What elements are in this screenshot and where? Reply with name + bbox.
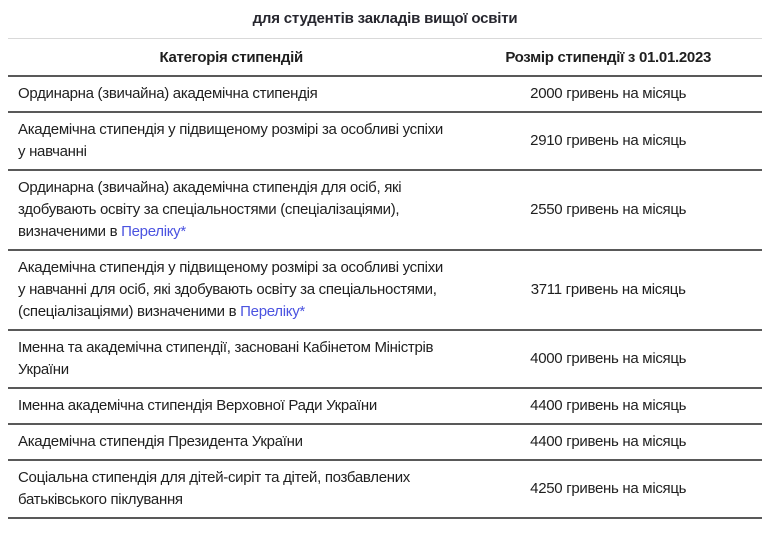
header-row — [8, 39, 762, 77]
table-row — [8, 76, 762, 112]
table-row — [8, 460, 762, 518]
header-amount: Розмір стипендії з 01.01.2023 — [454, 39, 762, 77]
amount-cell: 4400 гривень на місяць — [454, 388, 762, 424]
category-text: Академічна стипендія у підвищеному розмірі за особливі успіхи у навчанні для осіб, які здобувають освіту за спеціальностями, (спеціалізаціями) визначеними в — [18, 259, 443, 320]
page-title: для студентів закладів вищої освіти — [252, 10, 518, 27]
category-cell: Соціальна стипендія для дітей-сиріт та дітей, позбавлених батьківського піклування — [8, 460, 454, 518]
header-category: Категорія стипендій — [8, 39, 454, 77]
table-row — [8, 170, 762, 250]
category-cell: Іменна та академічна стипендії, засновані Кабінетом Міністрів України — [8, 330, 454, 388]
amount-cell: 2550 гривень на місяць — [454, 170, 762, 250]
amount-cell: 4000 гривень на місяць — [454, 330, 762, 388]
amount-cell: 3711 гривень на місяць — [454, 250, 762, 330]
perelik-link[interactable]: Переліку* — [121, 223, 186, 240]
table-row — [8, 112, 762, 170]
category-cell: Академічна стипендія у підвищеному розмірі за особливі успіхи у навчанні — [8, 112, 454, 170]
table-row — [8, 250, 762, 330]
category-cell — [8, 250, 454, 330]
amount-cell: 4250 гривень на місяць — [454, 460, 762, 518]
amount-cell: 2000 гривень на місяць — [454, 76, 762, 112]
amount-cell: 2910 гривень на місяць — [454, 112, 762, 170]
table-row — [8, 424, 762, 460]
table-row — [8, 388, 762, 424]
category-text: Ординарна (звичайна) академічна стипендія для осіб, які здобувають освіту за спеціальностями (спеціалізаціями), визначеними в — [18, 179, 402, 240]
category-cell: Академічна стипендія Президента України — [8, 424, 454, 460]
table-row — [8, 330, 762, 388]
category-cell: Ординарна (звичайна) академічна стипендія — [8, 76, 454, 112]
perelik-link[interactable]: Переліку* — [240, 303, 305, 320]
table-header — [8, 39, 762, 77]
category-cell — [8, 170, 454, 250]
amount-cell: 4400 гривень на місяць — [454, 424, 762, 460]
stipend-table — [8, 38, 762, 519]
category-cell: Іменна академічна стипендія Верховної Ради України — [8, 388, 454, 424]
